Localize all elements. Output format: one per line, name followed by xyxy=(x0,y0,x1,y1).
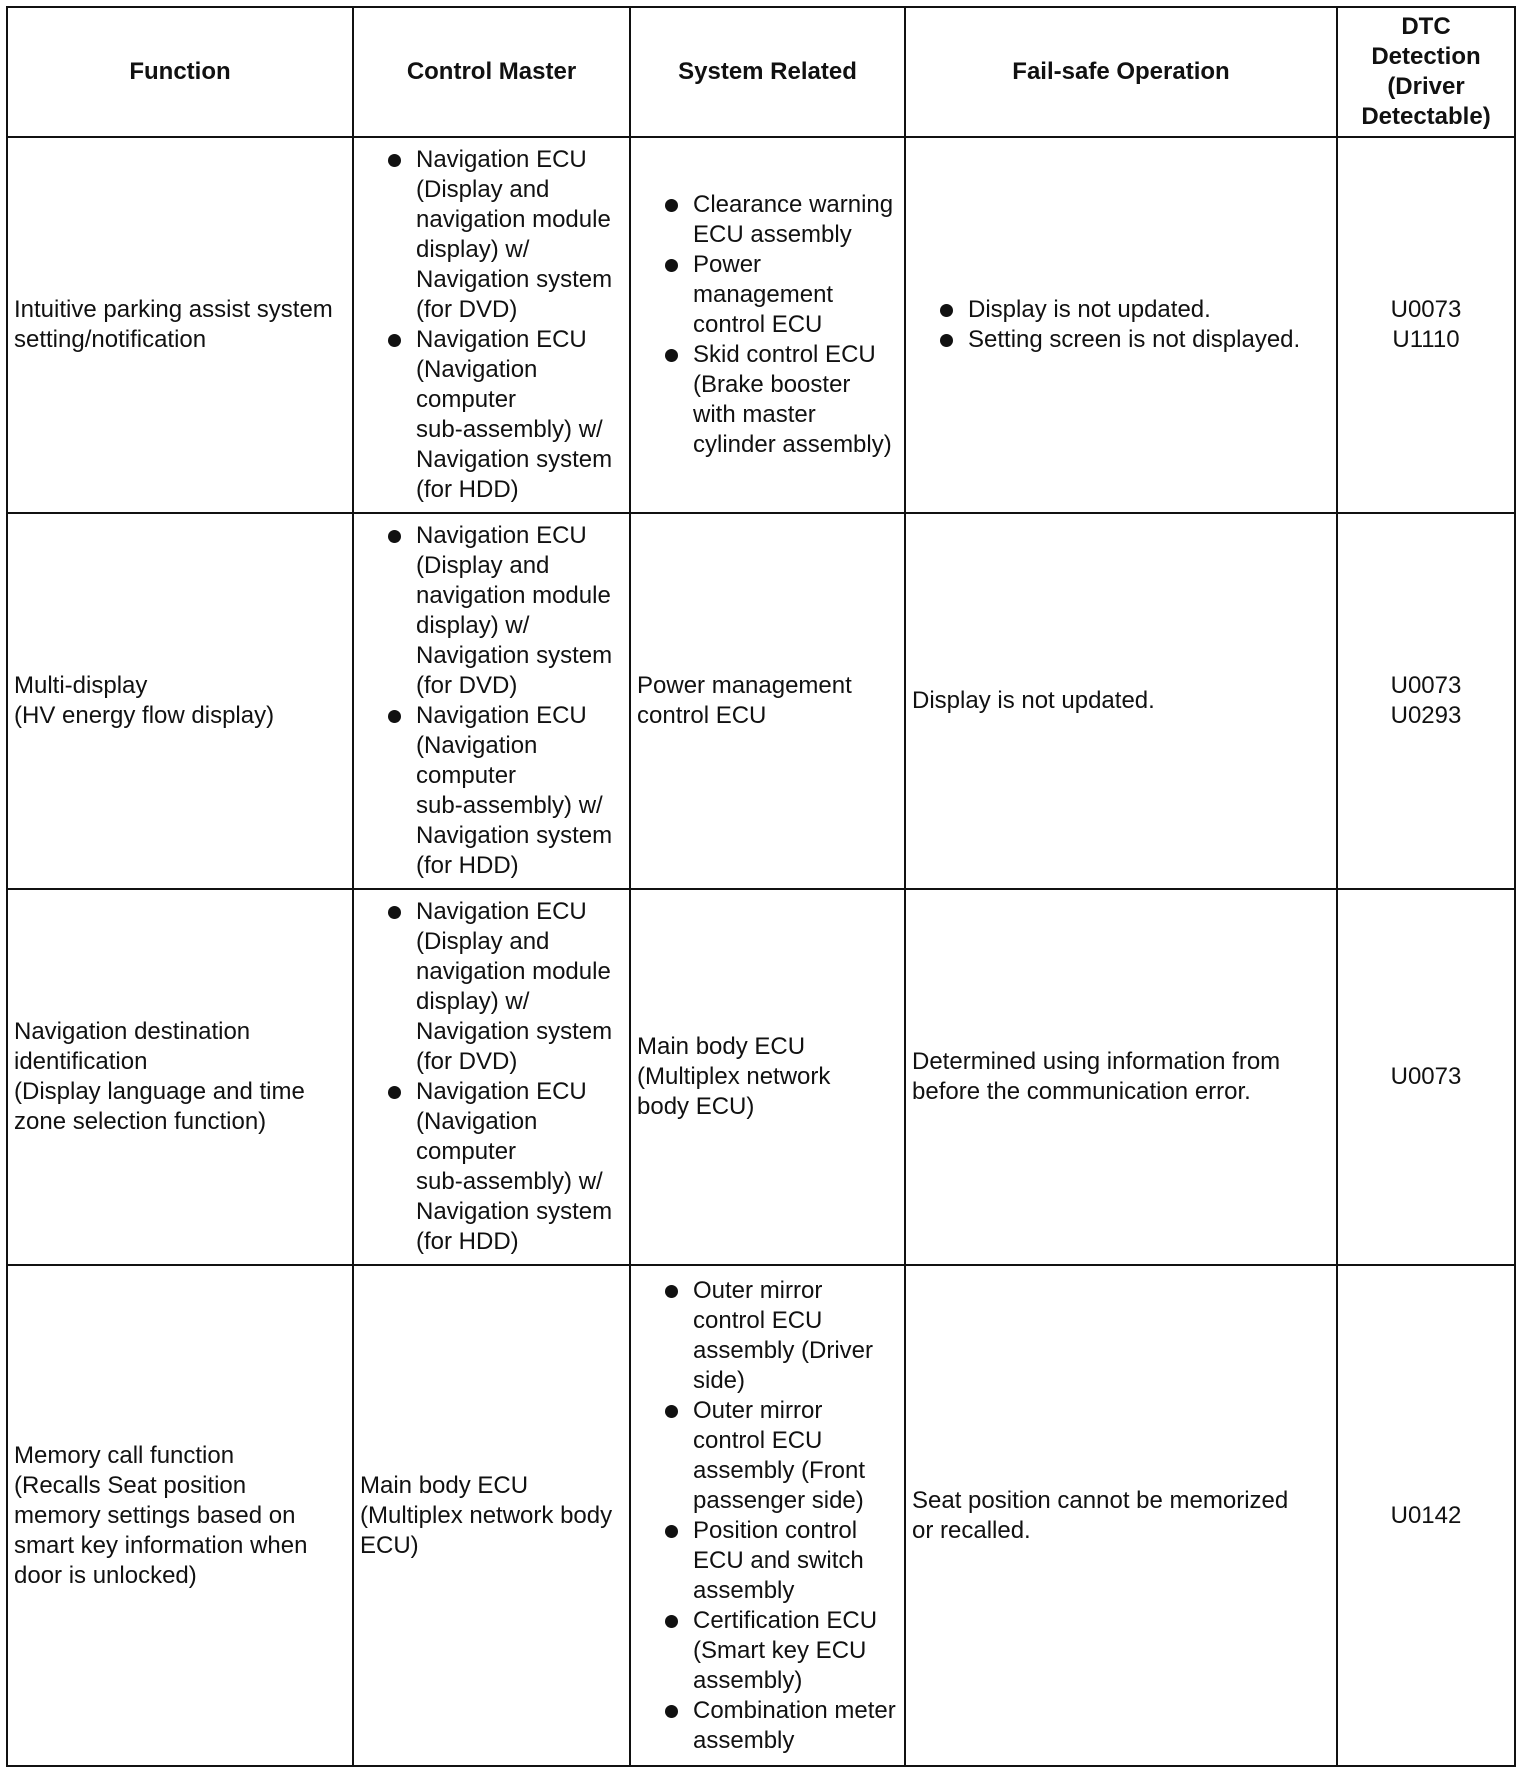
text-line: ECU) xyxy=(360,1531,419,1559)
list-item xyxy=(665,1396,898,1516)
text-line: Seat position cannot be memorized xyxy=(912,1486,1289,1514)
dtc-code: U1110 xyxy=(1392,326,1460,353)
bullet-list xyxy=(912,295,1330,355)
text-line: Memory call function xyxy=(14,1441,235,1469)
fail-safe-cell xyxy=(905,513,1337,889)
dtc-cell xyxy=(1337,889,1515,1265)
text-line: Navigation ECU xyxy=(416,1078,587,1105)
system-related-cell xyxy=(630,137,905,513)
bullet-list xyxy=(360,145,623,505)
text-line: navigation module xyxy=(416,582,611,609)
text-line: computer xyxy=(416,1138,517,1165)
table-row xyxy=(7,889,1515,1265)
text-line: Navigation ECU xyxy=(416,146,587,173)
list-item xyxy=(665,1516,898,1606)
header-dtc xyxy=(1337,7,1515,137)
list-item xyxy=(388,325,623,505)
dtc-cell xyxy=(1337,137,1515,513)
text-line: sub-assembly) w/ xyxy=(416,792,603,819)
text-line: Combination meter xyxy=(693,1696,896,1724)
fail-safe-cell xyxy=(905,137,1337,513)
list-item xyxy=(388,145,623,325)
dtc-cell xyxy=(1337,1265,1515,1766)
list-item xyxy=(665,1606,898,1696)
text-line: Determined using information from xyxy=(912,1048,1281,1075)
list-item xyxy=(665,1696,898,1756)
header-dtc-line: (Driver xyxy=(1387,73,1465,100)
text-line: computer xyxy=(416,762,517,789)
text-line: (for HDD) xyxy=(416,852,519,879)
text-line: Position control xyxy=(693,1516,858,1544)
list-item xyxy=(665,190,898,250)
text-line: assembly xyxy=(693,1576,795,1604)
control-master-cell xyxy=(353,137,630,513)
text-line: cylinder assembly) xyxy=(693,431,892,458)
text-line: display) w/ xyxy=(416,988,530,1015)
control-master-cell xyxy=(353,1265,630,1766)
list-item xyxy=(940,295,1330,325)
text-line: ECU and switch xyxy=(693,1546,864,1574)
text-line: Main body ECU xyxy=(360,1471,529,1499)
bullet-list xyxy=(637,190,898,460)
text-line: Outer mirror xyxy=(693,1396,823,1424)
text-line: (Display and xyxy=(416,552,550,579)
text-line: control ECU xyxy=(693,311,823,338)
text-line: before the communication error. xyxy=(912,1078,1251,1105)
text-line: setting/notification xyxy=(14,326,207,353)
text-line: identification xyxy=(14,1048,148,1075)
function-cell xyxy=(7,137,353,513)
text-line: Outer mirror xyxy=(693,1276,823,1304)
function-cell xyxy=(7,1265,353,1766)
text-line: with master xyxy=(693,401,816,428)
table-row xyxy=(7,513,1515,889)
text-line: assembly xyxy=(693,1726,795,1754)
text-line: Navigation system xyxy=(416,1018,613,1045)
text-line: navigation module xyxy=(416,958,611,985)
list-item xyxy=(388,521,623,701)
header-system-related: System Related xyxy=(630,7,905,137)
text-line: (Multiplex network body xyxy=(360,1501,613,1529)
text-line: (Brake booster xyxy=(693,371,851,398)
text-line: sub-assembly) w/ xyxy=(416,416,603,443)
dtc-code: U0073 xyxy=(1390,1063,1462,1090)
text-line: Clearance warning xyxy=(693,191,894,218)
list-item xyxy=(665,340,898,460)
list-item xyxy=(940,325,1330,355)
text-line: Main body ECU xyxy=(637,1033,806,1060)
text-line: Navigation system xyxy=(416,446,613,473)
dtc-cell xyxy=(1337,513,1515,889)
text-line: ECU assembly xyxy=(693,221,852,248)
table-row xyxy=(7,1265,1515,1766)
control-master-cell xyxy=(353,513,630,889)
text-line: zone selection function) xyxy=(14,1108,267,1135)
text-line: body ECU) xyxy=(637,1093,755,1120)
text-line: Navigation system xyxy=(416,1198,613,1225)
text-line: sub-assembly) w/ xyxy=(416,1168,603,1195)
text-line: side) xyxy=(693,1366,746,1394)
system-related-cell xyxy=(630,889,905,1265)
text-line: assembly) xyxy=(693,1666,803,1694)
bullet-list xyxy=(360,897,623,1257)
text-line: (Navigation xyxy=(416,732,538,759)
text-line: (Display language and time xyxy=(14,1078,305,1105)
communication-function-table xyxy=(6,6,1516,1767)
header-dtc-line: Detectable) xyxy=(1361,103,1491,130)
text-line: assembly (Front xyxy=(693,1456,866,1484)
text-line: memory settings based on xyxy=(14,1501,296,1529)
list-item xyxy=(388,1077,623,1257)
bullet-list xyxy=(637,1276,898,1756)
text-line: (HV energy flow display) xyxy=(14,702,275,729)
text-line: Setting screen is not displayed. xyxy=(968,326,1301,353)
text-line: Navigation ECU xyxy=(416,702,587,729)
list-item xyxy=(665,250,898,340)
list-item xyxy=(665,1276,898,1396)
function-cell xyxy=(7,513,353,889)
text-line: (for HDD) xyxy=(416,1228,519,1255)
text-line: display) w/ xyxy=(416,236,530,263)
header-row xyxy=(7,7,1515,137)
text-line: Skid control ECU xyxy=(693,341,876,368)
header-dtc-line: Detection xyxy=(1371,43,1481,70)
text-line: (for DVD) xyxy=(416,296,518,323)
text-line: Navigation system xyxy=(416,642,613,669)
dtc-code: U0073 xyxy=(1390,296,1462,323)
dtc-code: U0293 xyxy=(1390,702,1462,729)
text-line: (for HDD) xyxy=(416,476,519,503)
text-line: control ECU xyxy=(693,1426,823,1454)
bullet-list xyxy=(360,521,623,881)
text-line: Power management xyxy=(637,672,852,699)
text-line: Power xyxy=(693,251,762,278)
text-line: Navigation system xyxy=(416,266,613,293)
text-line: Navigation destination xyxy=(14,1018,251,1045)
text-line: computer xyxy=(416,386,517,413)
header-function: Function xyxy=(7,7,353,137)
text-line: display) w/ xyxy=(416,612,530,639)
dtc-code: U0073 xyxy=(1390,672,1462,699)
text-line: Navigation system xyxy=(416,822,613,849)
list-item xyxy=(388,897,623,1077)
text-line: (Recalls Seat position xyxy=(14,1471,247,1499)
text-line: (Display and xyxy=(416,928,550,955)
list-item xyxy=(388,701,623,881)
header-fail-safe: Fail-safe Operation xyxy=(905,7,1337,137)
spec-table-container xyxy=(6,6,1514,1767)
text-line: Navigation ECU xyxy=(416,898,587,925)
text-line: Certification ECU xyxy=(693,1606,878,1634)
text-line: control ECU xyxy=(637,702,767,729)
fail-safe-cell xyxy=(905,1265,1337,1766)
header-dtc-line: DTC xyxy=(1401,13,1451,40)
text-line: control ECU xyxy=(693,1306,823,1334)
text-line: or recalled. xyxy=(912,1516,1031,1544)
table-row xyxy=(7,137,1515,513)
text-line: management xyxy=(693,281,834,308)
text-line: (for DVD) xyxy=(416,672,518,699)
text-line: Display is not updated. xyxy=(968,296,1211,323)
system-related-cell xyxy=(630,513,905,889)
fail-safe-cell xyxy=(905,889,1337,1265)
text-line: (Navigation xyxy=(416,1108,538,1135)
text-line: Multi-display xyxy=(14,672,148,699)
text-line: (Smart key ECU xyxy=(693,1636,867,1664)
text-line: (Multiplex network xyxy=(637,1063,831,1090)
text-line: smart key information when xyxy=(14,1531,308,1559)
text-line: navigation module xyxy=(416,206,611,233)
text-line: (for DVD) xyxy=(416,1048,518,1075)
text-line: (Navigation xyxy=(416,356,538,383)
text-line: Navigation ECU xyxy=(416,522,587,549)
text-line: assembly (Driver xyxy=(693,1336,874,1364)
system-related-cell xyxy=(630,1265,905,1766)
dtc-code: U0142 xyxy=(1390,1501,1462,1529)
function-cell xyxy=(7,889,353,1265)
text-line: (Display and xyxy=(416,176,550,203)
text-line: Display is not updated. xyxy=(912,687,1155,714)
text-line: passenger side) xyxy=(693,1486,864,1514)
text-line: door is unlocked) xyxy=(14,1561,197,1589)
text-line: Intuitive parking assist system xyxy=(14,296,333,323)
control-master-cell xyxy=(353,889,630,1265)
header-control-master: Control Master xyxy=(353,7,630,137)
text-line: Navigation ECU xyxy=(416,326,587,353)
